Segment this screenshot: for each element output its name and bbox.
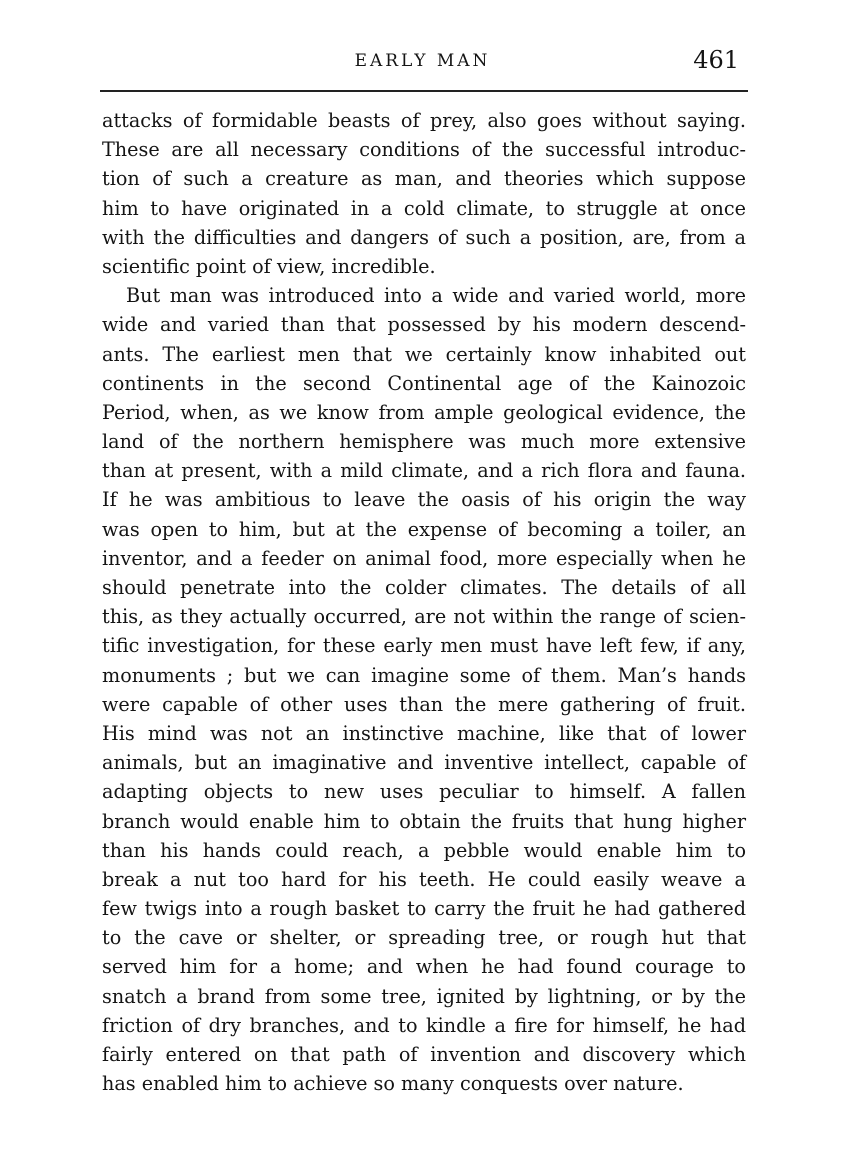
text-line: adapting objects to new uses peculiar to himself. A fallen <box>102 780 746 804</box>
text-line: was open to him, but at the expense of becoming a toiler, an <box>102 517 746 541</box>
text-line: this, as they actually occurred, are not within the range of scien- <box>102 605 746 629</box>
text-line: fairly entered on that path of invention and discovery which <box>102 1043 746 1066</box>
text-line: ants. The earliest men that we certainly know inhabited out <box>102 342 746 366</box>
text-line: inventor, and a feeder on animal food, more especially when he <box>102 546 746 570</box>
text-line: with the difficulties and dangers of such a position, are, from a <box>102 225 746 249</box>
text-line: than his hands could reach, a pebble would enable him to <box>102 838 746 862</box>
text-line: tific investigation, for these early men must have left few, if any, <box>102 634 746 658</box>
text-line: were capable of other uses than the mere gathering of fruit. <box>102 692 746 716</box>
body-text <box>102 106 746 1098</box>
text-line: to the cave or shelter, or spreading tree, or rough hut that <box>102 926 746 950</box>
running-title: EARLY MAN <box>354 51 491 71</box>
text-line: These are all necessary conditions of the successful introduc- <box>102 138 746 162</box>
text-line: If he was ambitious to leave the oasis of his origin the way <box>102 488 746 512</box>
text-line: wide and varied than that possessed by his modern descend- <box>102 313 746 337</box>
page-number: 461 <box>693 46 739 74</box>
text-line: But man was introduced into a wide and varied world, more <box>126 284 746 308</box>
text-line: few twigs into a rough basket to carry the fruit he had gathered <box>102 897 746 921</box>
text-line: snatch a brand from some tree, ignited by lightning, or by the <box>102 984 746 1008</box>
text-line: land of the northern hemisphere was much more extensive <box>102 430 746 454</box>
text-line: than at present, with a mild climate, and a rich flora and fauna. <box>102 459 746 483</box>
text-line: Period, when, as we know from ample geological evidence, the <box>102 400 746 424</box>
text-line: friction of dry branches, and to kindle a fire for himself, he had <box>102 1013 746 1037</box>
header-rule <box>100 90 748 92</box>
text-line: monuments ; but we can imagine some of them. Man’s hands <box>102 663 746 687</box>
text-line: His mind was not an instinctive machine, like that of lower <box>102 721 746 745</box>
text-line: scientific point of view, incredible. <box>102 254 436 278</box>
text-line: break a nut too hard for his teeth. He could easily weave a <box>102 867 746 891</box>
text-line: attacks of formidable beasts of prey, also goes without saying. <box>102 109 746 132</box>
text-line: should penetrate into the colder climates. The details of all <box>102 576 746 599</box>
text-line: animals, but an imaginative and inventive intellect, capable of <box>102 751 746 775</box>
running-head <box>100 46 745 82</box>
text-line: has enabled him to achieve so many conquests over nature. <box>102 1072 684 1096</box>
text-line: continents in the second Continental age of the Kainozoic <box>102 371 746 395</box>
text-line: served him for a home; and when he had found courage to <box>102 955 746 979</box>
text-line: tion of such a creature as man, and theories which suppose <box>102 167 746 191</box>
text-line: branch would enable him to obtain the fruits that hung higher <box>102 809 746 833</box>
text-line: him to have originated in a cold climate, to struggle at once <box>102 196 746 220</box>
